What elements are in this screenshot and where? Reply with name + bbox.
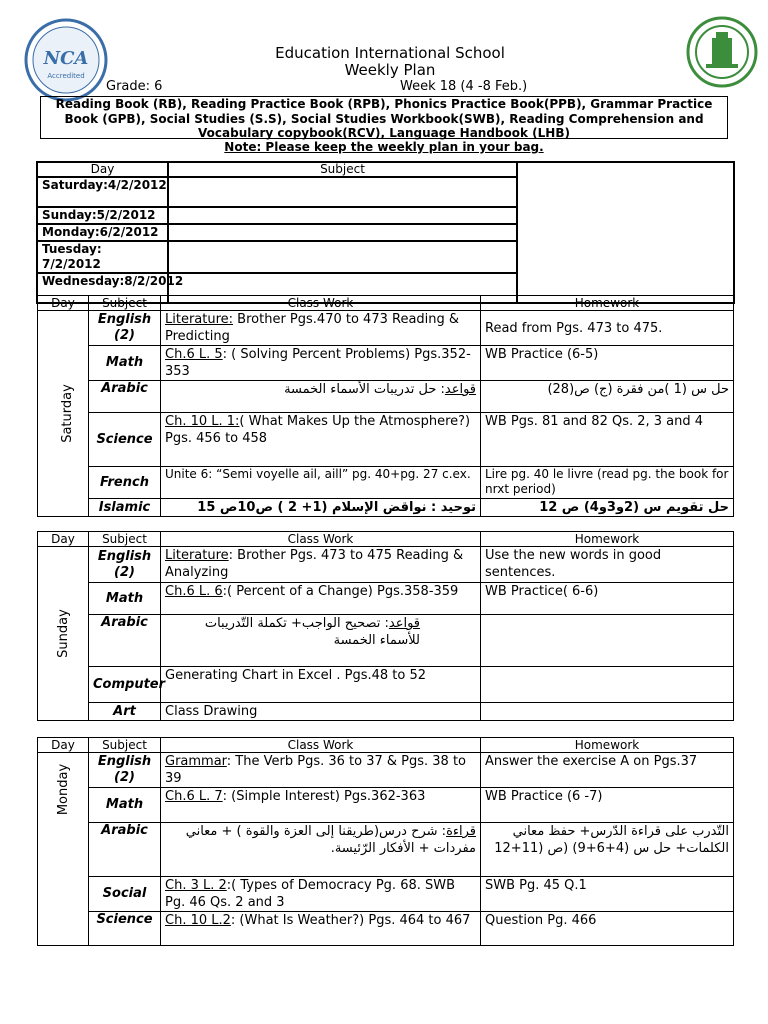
summary-subject-header: Subject [168,162,517,177]
subject-cell: Science [89,912,161,946]
subject-cell: French [89,467,161,499]
day-label-monday: Monday [38,753,89,946]
subject-cell: Islamic [89,499,161,517]
homework-cell: Use the new words in good sentences. [481,547,734,583]
school-emblem [686,12,758,92]
homework-cell: حل س (1 )من فقرة (ج) ص(28) [481,381,734,413]
classwork-cell: Ch. 10 L. 1:( What Makes Up the Atmosphere?) Pgs. 456 to 458 [161,413,481,467]
saturday-table [37,295,734,517]
col-classwork-header: Class Work [161,738,481,753]
subject-cell: English (2) [89,753,161,788]
svg-text:Accredited: Accredited [47,72,85,80]
col-classwork-header: Class Work [161,532,481,547]
classwork-cell: Grammar: The Verb Pgs. 36 to 37 & Pgs. 38 to 39 [161,753,481,788]
classwork-cell: Literature: Brother Pgs. 473 to 475 Reading & Analyzing [161,547,481,583]
bag-note: Note: Please keep the weekly plan in your bag. [224,140,544,154]
plan-title: Weekly Plan [344,61,436,79]
classwork-cell: توحيد : نواقض الإسلام (1+ 2 ) ص10ص 15 [161,499,481,517]
subject-cell: Arabic [89,615,161,667]
grade-label: Grade: 6 [106,79,163,94]
week-label: Week 18 (4 -8 Feb.) [400,79,528,94]
day-label-saturday: Saturday [38,311,89,517]
homework-cell: WB Practice( 6-6) [481,583,734,615]
classwork-cell: قراءة: شرح درس(طريقنا إلى العزة والقوة ) + معاني مفردات + الأفكار الرّئيسة. [161,823,481,877]
col-subject-header: Subject [89,532,161,547]
homework-cell: Question Pg. 466 [481,912,734,946]
summary-day-header: Day [37,162,168,177]
classwork-cell: Ch.6 L. 5: ( Solving Percent Problems) Pgs.352-353 [161,346,481,381]
subject-cell: Computer [89,667,161,703]
summary-day: Tuesday: 7/2/2012 [37,241,168,273]
homework-cell [481,615,734,667]
summary-table [36,161,735,304]
subject-cell: English (2) [89,311,161,346]
subject-cell: Math [89,788,161,823]
summary-day: Monday:6/2/2012 [37,224,168,241]
summary-day: Saturday:4/2/2012 [37,177,168,207]
classwork-cell: Literature: Brother Pgs.470 to 473 Reading & Predicting [161,311,481,346]
homework-cell: Lire pg. 40 le livre (read pg. the book for nrxt period) [481,467,734,499]
classwork-cell: Ch. 10 L.2: (What Is Weather?) Pgs. 464 to 467 [161,912,481,946]
col-day-header: Day [38,296,89,311]
classwork-cell: Ch. 3 L. 2:( Types of Democracy Pg. 68. SWB Pg. 46 Qs. 2 and 3 [161,877,481,912]
subject-cell: Social [89,877,161,912]
classwork-cell: Generating Chart in Excel . Pgs.48 to 52 [161,667,481,703]
col-classwork-header: Class Work [161,296,481,311]
homework-cell: WB Practice (6 -7) [481,788,734,823]
svg-text:NCA: NCA [43,48,89,69]
school-name: Education International School [275,44,505,62]
classwork-cell: Ch.6 L. 7: (Simple Interest) Pgs.362-363 [161,788,481,823]
classwork-cell: Unite 6: “Semi voyelle ail, aill” pg. 40+pg. 27 c.ex. [161,467,481,499]
subject-cell: Math [89,346,161,381]
subject-cell: Arabic [89,823,161,877]
day-label-sunday: Sunday [38,547,89,721]
summary-notes-cell [517,162,734,303]
col-day-header: Day [38,738,89,753]
subject-cell: Math [89,583,161,615]
homework-cell: Read from Pgs. 473 to 475. [481,311,734,346]
subject-cell: Science [89,413,161,467]
homework-cell: التّدرب على قراءة الدّرس+ حفظ معاني الكلمات+ حل س (4+6+9) (ص (11+12 [481,823,734,877]
homework-cell [481,703,734,721]
homework-cell: WB Pgs. 81 and 82 Qs. 2, 3 and 4 [481,413,734,467]
subject-cell: Arabic [89,381,161,413]
classwork-cell: قواعد: تصحيح الواجب+ تكملة التّدريبات للأسماء الخمسة [161,615,481,667]
homework-cell: WB Practice (6-5) [481,346,734,381]
subject-cell: Art [89,703,161,721]
homework-cell: حل تقويم س (2و3و4) ص 12 [481,499,734,517]
sunday-table [37,531,734,721]
homework-cell: SWB Pg. 45 Q.1 [481,877,734,912]
col-day-header: Day [38,532,89,547]
abbreviations-box: Reading Book (RB), Reading Practice Book (RPB), Phonics Practice Book(PPB), Grammar Practice Book (GPB), Social Studies (S.S), Social Studies Workbook(SWB), Reading Comprehension and Vocabulary copybook(RCV), Language Handbook (LHB) [40,96,728,139]
col-subject-header: Subject [89,738,161,753]
subject-cell: English (2) [89,547,161,583]
classwork-cell: Class Drawing [161,703,481,721]
homework-cell [481,667,734,703]
col-homework-header: Homework [481,296,734,311]
classwork-cell: Ch.6 L. 6:( Percent of a Change) Pgs.358-359 [161,583,481,615]
summary-day: Wednesday:8/2/2012 [37,273,168,303]
classwork-cell: قواعد: حل تدريبات الأسماء الخمسة [161,381,481,413]
homework-cell: Answer the exercise A on Pgs.37 [481,753,734,788]
summary-day: Sunday:5/2/2012 [37,207,168,224]
col-subject-header: Subject [89,296,161,311]
col-homework-header: Homework [481,738,734,753]
nca-logo [24,18,108,102]
monday-table [37,737,734,946]
col-homework-header: Homework [481,532,734,547]
